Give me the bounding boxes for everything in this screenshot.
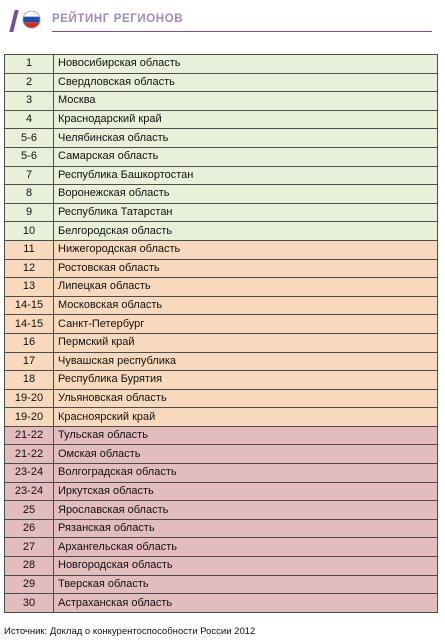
region-cell: Новосибирская область	[54, 55, 438, 74]
region-cell: Липецкая область	[54, 278, 438, 297]
rank-cell: 19-20	[5, 389, 54, 408]
table-row	[5, 92, 438, 111]
rank-cell: 12	[5, 259, 54, 278]
rank-cell: 3	[5, 92, 54, 111]
region-cell: Республика Татарстан	[54, 203, 438, 222]
rank-cell: 23-24	[5, 464, 54, 483]
table-row	[5, 519, 438, 538]
region-cell: Челябинская область	[54, 129, 438, 148]
table-row	[5, 278, 438, 297]
table-row	[5, 538, 438, 557]
region-cell: Республика Башкортостан	[54, 166, 438, 185]
region-cell: Самарская область	[54, 147, 438, 166]
region-cell: Астраханская область	[54, 594, 438, 613]
table-row	[5, 129, 438, 148]
rank-cell: 5-6	[5, 129, 54, 148]
rank-cell: 1	[5, 55, 54, 74]
table-row	[5, 315, 438, 334]
region-cell: Воронежская область	[54, 185, 438, 204]
rank-cell: 4	[5, 110, 54, 129]
table-row	[5, 185, 438, 204]
region-cell: Ярославская область	[54, 501, 438, 520]
rank-cell: 9	[5, 203, 54, 222]
table-row	[5, 352, 438, 371]
rank-cell: 14-15	[5, 315, 54, 334]
table-row	[5, 240, 438, 259]
rank-cell: 13	[5, 278, 54, 297]
region-cell: Ростовская область	[54, 259, 438, 278]
region-cell: Москва	[54, 92, 438, 111]
table-row	[5, 594, 438, 613]
table-row	[5, 55, 438, 74]
rank-cell: 18	[5, 371, 54, 390]
rank-cell: 30	[5, 594, 54, 613]
russia-flag-icon	[22, 10, 41, 29]
region-cell: Республика Бурятия	[54, 371, 438, 390]
region-cell: Свердловская область	[54, 73, 438, 92]
region-cell: Пермский край	[54, 333, 438, 352]
rank-cell: 23-24	[5, 482, 54, 501]
region-cell: Нижегородская область	[54, 240, 438, 259]
table-row	[5, 389, 438, 408]
table-row	[5, 110, 438, 129]
region-rating-table	[4, 54, 438, 613]
rank-cell: 10	[5, 222, 54, 241]
rank-cell: 19-20	[5, 408, 54, 427]
region-cell: Волгоградская область	[54, 464, 438, 483]
table-row	[5, 557, 438, 576]
table-row	[5, 482, 438, 501]
table-row	[5, 408, 438, 427]
region-cell: Московская область	[54, 296, 438, 315]
region-cell: Красноярский край	[54, 408, 438, 427]
table-body	[5, 55, 438, 613]
region-cell: Тверская область	[54, 575, 438, 594]
rank-cell: 26	[5, 519, 54, 538]
table-row	[5, 333, 438, 352]
region-cell: Архангельская область	[54, 538, 438, 557]
rank-cell: 21-22	[5, 426, 54, 445]
region-cell: Краснодарский край	[54, 110, 438, 129]
rank-cell: 7	[5, 166, 54, 185]
rank-cell: 16	[5, 333, 54, 352]
rank-cell: 27	[5, 538, 54, 557]
header-divider	[52, 31, 432, 32]
page-title: РЕЙТИНГ РЕГИОНОВ	[52, 13, 184, 25]
region-cell: Белгородская область	[54, 222, 438, 241]
table-row	[5, 147, 438, 166]
region-cell: Чувашская республика	[54, 352, 438, 371]
accent-slash	[9, 10, 18, 32]
region-cell: Рязанская область	[54, 519, 438, 538]
region-cell: Ульяновская область	[54, 389, 438, 408]
table-row	[5, 203, 438, 222]
rank-cell: 2	[5, 73, 54, 92]
region-cell: Тульская область	[54, 426, 438, 445]
rank-cell: 28	[5, 557, 54, 576]
rank-cell: 29	[5, 575, 54, 594]
rank-cell: 17	[5, 352, 54, 371]
region-cell: Санкт-Петербург	[54, 315, 438, 334]
table-row	[5, 259, 438, 278]
table-row	[5, 222, 438, 241]
region-cell: Омская область	[54, 445, 438, 464]
region-cell: Иркутская область	[54, 482, 438, 501]
rank-cell: 25	[5, 501, 54, 520]
table-row	[5, 575, 438, 594]
rank-cell: 8	[5, 185, 54, 204]
table-row	[5, 501, 438, 520]
table-row	[5, 73, 438, 92]
rank-cell: 5-6	[5, 147, 54, 166]
table-row	[5, 371, 438, 390]
rank-cell: 11	[5, 240, 54, 259]
rank-cell: 14-15	[5, 296, 54, 315]
source-note: Источник: Доклад о конкурентоспособности России 2012	[4, 626, 256, 637]
table-row	[5, 464, 438, 483]
table-row	[5, 426, 438, 445]
page-header	[0, 0, 445, 40]
table-row	[5, 445, 438, 464]
table-row	[5, 296, 438, 315]
rank-cell: 21-22	[5, 445, 54, 464]
region-cell: Новгородская область	[54, 557, 438, 576]
table-row	[5, 166, 438, 185]
